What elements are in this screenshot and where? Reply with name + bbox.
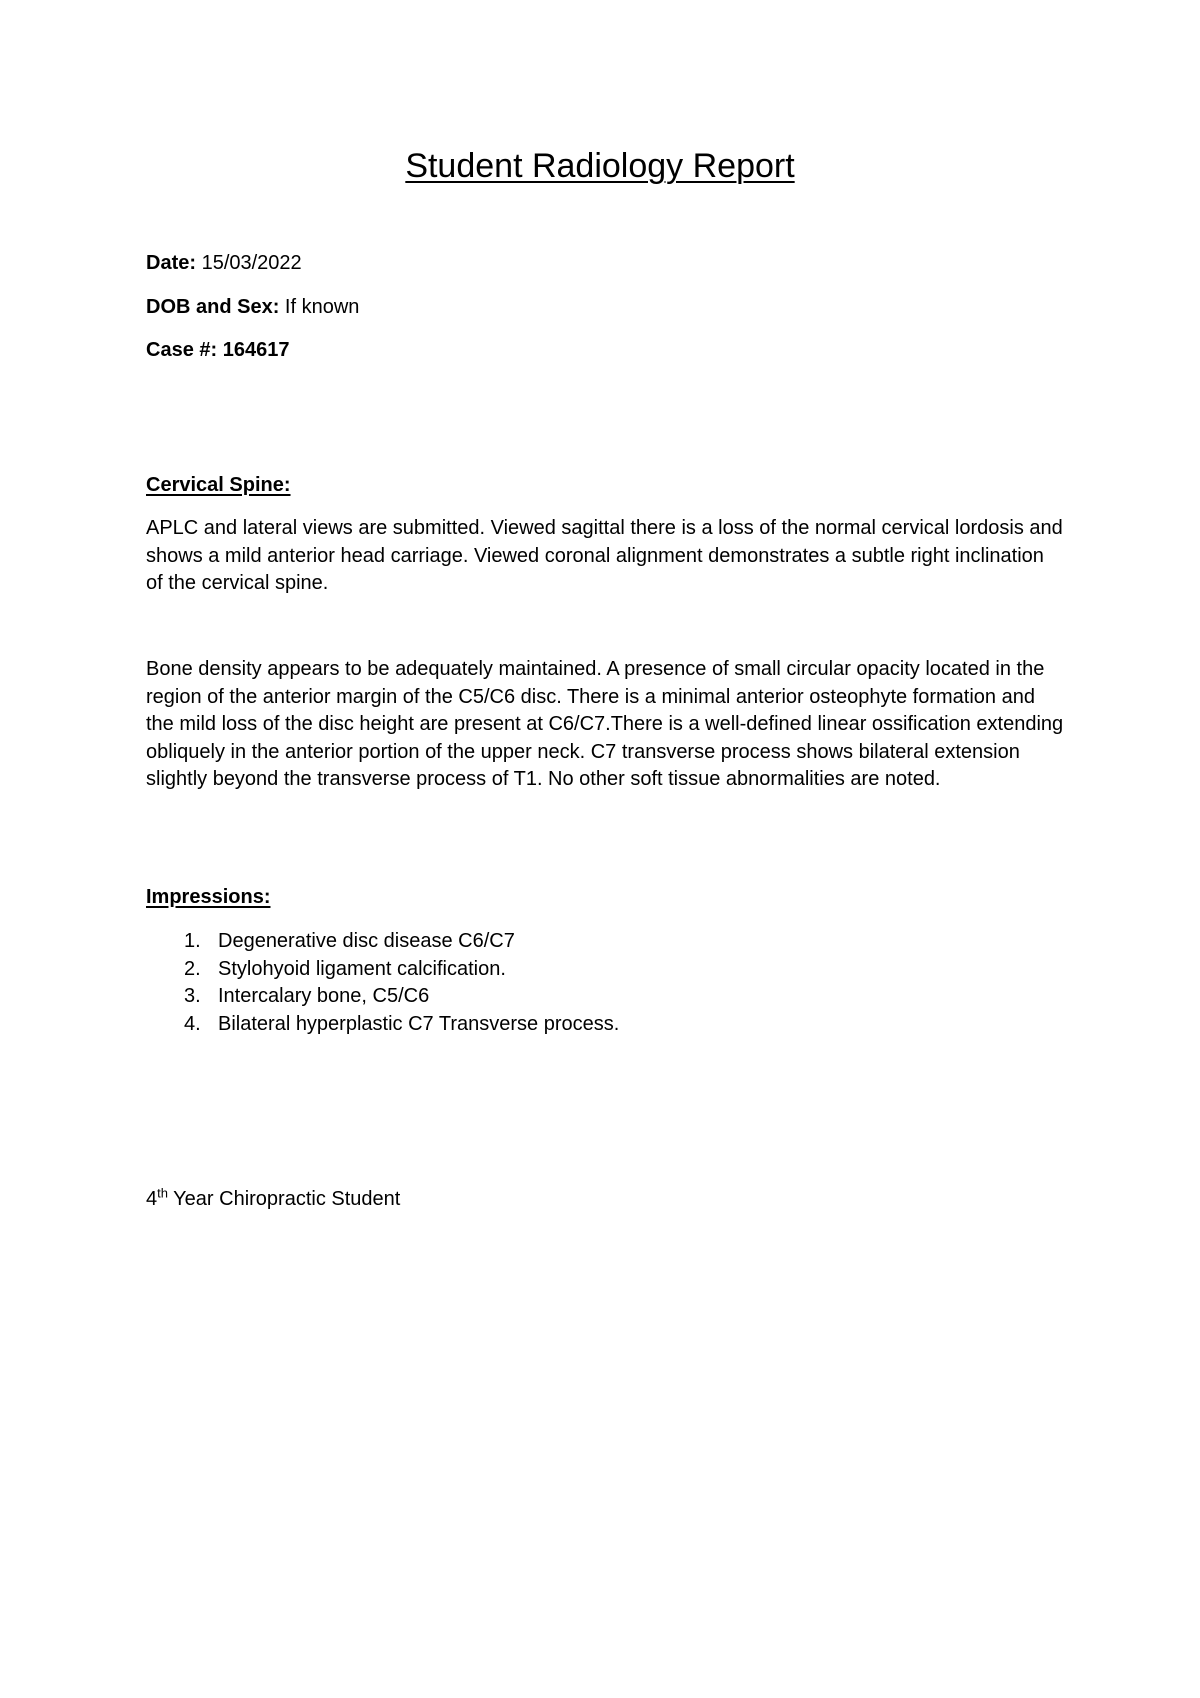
list-item-text: Intercalary bone, C5/C6 (218, 985, 430, 1007)
case-value: 164617 (222, 339, 290, 361)
date-label: Date: (146, 252, 197, 274)
author-role: Year Chiropractic Student (167, 1188, 401, 1210)
author-year: 4 (146, 1188, 158, 1210)
dob-label: DOB and Sex: (146, 295, 280, 318)
list-item-number: 4. (184, 1012, 201, 1035)
list-item (146, 956, 1066, 984)
date-row (146, 250, 1066, 278)
list-item-number: 2. (184, 957, 201, 980)
author-signature (146, 1186, 1066, 1214)
list-item-number: 3. (184, 985, 201, 1007)
dob-row (146, 294, 1066, 322)
case-row (146, 337, 1066, 365)
list-item (146, 928, 1066, 956)
list-item-number: 1. (184, 930, 201, 952)
case-label: Case #: (146, 339, 218, 361)
date-value: 15/03/2022 (201, 252, 302, 274)
impressions-list (146, 928, 1066, 1038)
author-year-suffix: th (157, 1185, 168, 1201)
cervical-spine-heading-text: Cervical Spine: (146, 474, 291, 496)
report-meta (146, 250, 1066, 381)
list-item-text: Degenerative disc disease C6/C7 (218, 930, 515, 952)
cervical-spine-heading (146, 472, 1066, 500)
impressions-heading (146, 884, 1066, 912)
page-title (0, 146, 1200, 186)
findings-paragraph-2: Bone density appears to be adequately maintained. A presence of small circular opacity located in the region of the anterior margin of the C5/C6 disc. There is a minimal anterior osteophyte formation and the mild loss of the disc height are present at C6/C7.There is a well-defined linear ossification extending obliquely in the anterior portion of the upper neck. C7 transverse process shows bilateral extension slightly beyond the transverse process of T1. No other soft tissue abnormalities are noted. (146, 658, 1064, 790)
dob-value: If known (284, 295, 360, 318)
list-item (146, 1011, 1066, 1039)
list-item (146, 983, 1066, 1011)
title-text: Student Radiology Report (405, 147, 795, 185)
list-item-text: Bilateral hyperplastic C7 Transverse process. (218, 1012, 620, 1035)
impressions-heading-text: Impressions: (146, 886, 271, 908)
findings-paragraph-1: APLC and lateral views are submitted. Viewed sagittal there is a loss of the normal cervical lordosis and shows a mild anterior head carriage. Viewed coronal alignment demonstrates a subtle right inclination of the cervical spine. (146, 517, 1063, 594)
list-item-text: Stylohyoid ligament calcification. (218, 957, 506, 980)
